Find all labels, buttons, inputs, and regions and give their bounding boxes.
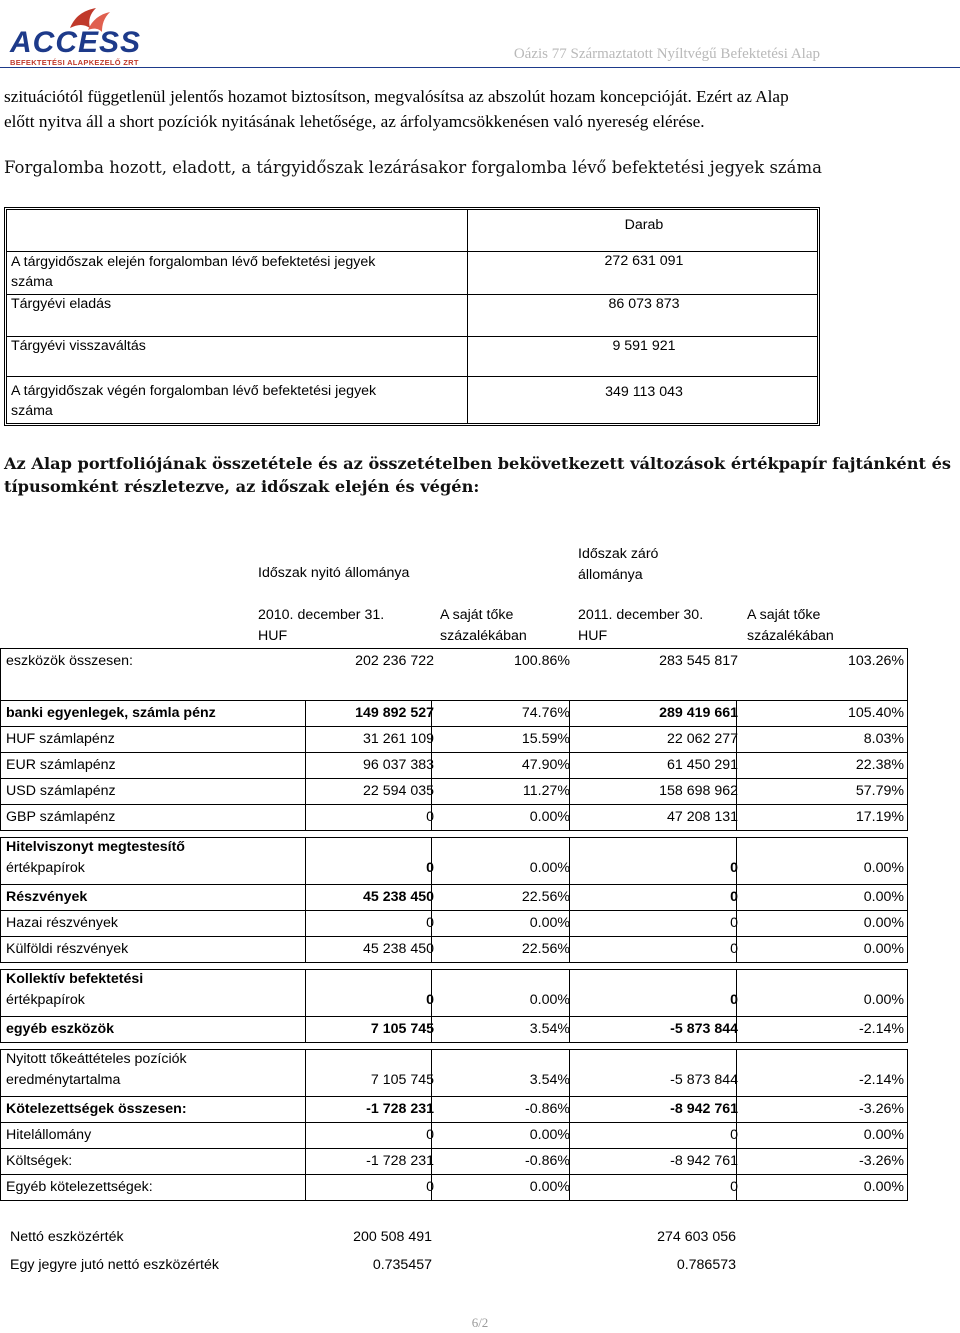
opening-value: 0 (426, 1179, 434, 1195)
paragraph-line: szituációtól függetlenül jelentős hozamot biztosítson, megvalósítsa az abszolút hozam koncepcióját. Ezért az Alap (4, 87, 789, 106)
table-row (0, 778, 908, 804)
opening-percent: 11.27% (522, 783, 570, 799)
closing-value: 0 (730, 860, 738, 876)
row-label: USD számlapénz (6, 783, 116, 799)
table-row (0, 1049, 908, 1096)
header-divider (0, 67, 960, 68)
row-label: eredménytartalma (6, 1072, 121, 1088)
nav-opening-value: 200 508 491 (353, 1229, 432, 1245)
closing-value: 289 419 661 (659, 705, 738, 721)
opening-percent: -0.86% (525, 1153, 570, 1169)
row-label: banki egyenlegek, számla pénz (6, 705, 216, 721)
closing-percent: 0.00% (863, 941, 904, 957)
column-header: Darab (624, 217, 664, 233)
table-row-value: 86 073 873 (608, 296, 680, 312)
closing-value: 0 (730, 889, 738, 905)
closing-percent: -2.14% (859, 1021, 904, 1037)
closing-percent: 0.00% (863, 1179, 904, 1195)
table-row-label: A tárgyidőszak elején forgalomban lévő befektetési jegyek száma (11, 254, 376, 290)
opening-header: Időszak nyitó állománya (258, 565, 410, 581)
opening-value: 202 236 722 (355, 653, 434, 669)
opening-value: 45 238 450 (362, 889, 434, 905)
closing-value: -5 873 844 (670, 1072, 738, 1088)
closing-value: 22 062 277 (666, 731, 738, 747)
row-label: Hitelállomány (6, 1127, 92, 1143)
row-label: Kötelezettségek összesen: (6, 1101, 187, 1117)
opening-percent: 100.86% (513, 653, 570, 669)
row-label: Hazai részvények (6, 915, 118, 931)
row-label: HUF számlapénz (6, 731, 115, 747)
opening-value: -1 728 231 (366, 1153, 434, 1169)
table-row (0, 648, 908, 674)
row-label: értékpapírok (6, 992, 85, 1008)
opening-value: 7 105 745 (370, 1072, 434, 1088)
opening-value: 45 238 450 (362, 941, 434, 957)
opening-percent: 0.00% (529, 992, 570, 1008)
closing-percent: -3.26% (859, 1153, 904, 1169)
page-header (0, 0, 960, 72)
table-row-label: Tárgyévi visszaváltás (11, 338, 146, 354)
opening-percent: 22.56% (521, 941, 570, 957)
row-label: Külföldi részvények (6, 941, 129, 957)
closing-value: -8 942 761 (670, 1101, 738, 1117)
nav-label: Nettó eszközérték (10, 1229, 124, 1245)
closing-value: 0 (730, 1179, 738, 1195)
closing-percent: 103.26% (847, 653, 904, 669)
closing-percent: 0.00% (863, 915, 904, 931)
table-row (0, 936, 908, 962)
opening-value: 31 261 109 (362, 731, 434, 747)
closing-value: 61 450 291 (666, 757, 738, 773)
row-label: Hitelviszonyt megtestesítő (6, 839, 185, 855)
table-row-label: A tárgyidőszak végén forgalomban lévő befektetési jegyek száma (11, 383, 377, 419)
opening-percent: 47.90% (521, 757, 570, 773)
table-row-value: 349 113 043 (605, 384, 683, 400)
closing-value: 0 (730, 992, 738, 1008)
closing-percent: 0.00% (863, 1127, 904, 1143)
closing-pct-header: A saját tőke százalékában (747, 607, 834, 644)
opening-percent: 74.76% (521, 705, 570, 721)
closing-percent: 105.40% (847, 705, 904, 721)
row-label: Egyéb kötelezettségek: (6, 1179, 153, 1195)
row-label: Költségek: (6, 1153, 73, 1169)
units-heading: Forgalomba hozott, eladott, a tárgyidőszak lezárásakor forgalomba lévő befektetési jegyek száma (4, 158, 822, 177)
table-row (0, 1096, 908, 1122)
closing-value: -8 942 761 (670, 1153, 738, 1169)
opening-value: 0 (426, 915, 434, 931)
opening-value: 96 037 383 (362, 757, 434, 773)
closing-percent: 17.19% (855, 809, 904, 825)
nav-per-unit-label: Egy jegyre jutó nettó eszközérték (10, 1257, 219, 1273)
row-label: EUR számlapénz (6, 757, 116, 773)
opening-percent: 0.00% (529, 809, 570, 825)
table-row-label: Tárgyévi eladás (11, 296, 112, 312)
closing-percent: 57.79% (855, 783, 904, 799)
opening-percent: 0.00% (529, 1179, 570, 1195)
opening-date-header: 2010. december 31. HUF (258, 607, 385, 644)
closing-value: 0 (730, 1127, 738, 1143)
opening-value: 22 594 035 (362, 783, 434, 799)
closing-value: 158 698 962 (659, 783, 738, 799)
closing-value: -5 873 844 (670, 1021, 738, 1037)
opening-value: -1 728 231 (366, 1101, 434, 1117)
table-row (0, 752, 908, 778)
closing-header: Időszak záró állománya (578, 546, 659, 583)
table-row (0, 884, 908, 910)
portfolio-heading: Az Alap portfoliójának összetétele és az összetételben bekövetkezett változások értékpapír fajtánként és típusomként részletezve, az időszak elején és végén: (4, 454, 952, 496)
opening-percent: 3.54% (529, 1021, 570, 1037)
table-row (0, 726, 908, 752)
nav-per-unit-opening: 0.735457 (372, 1257, 432, 1273)
closing-value: 0 (730, 915, 738, 931)
closing-value: 0 (730, 941, 738, 957)
opening-percent: 3.54% (529, 1072, 570, 1088)
nav-closing-value: 274 603 056 (657, 1229, 736, 1245)
table-row (0, 1016, 908, 1042)
closing-value: 47 208 131 (666, 809, 738, 825)
opening-value: 149 892 527 (355, 705, 434, 721)
row-label: Nyitott tőkeáttételes pozíciók (6, 1051, 187, 1067)
document-title: Oázis 77 Származtatott Nyíltvégű Befektetési Alap (513, 46, 820, 62)
opening-percent: 0.00% (529, 1127, 570, 1143)
opening-value: 0 (426, 1127, 434, 1143)
table-row (0, 910, 908, 936)
table-row (0, 1148, 908, 1174)
opening-percent: 15.59% (521, 731, 570, 747)
logo-subtitle: BEFEKTETÉSI ALAPKEZELŐ ZRT (10, 58, 139, 67)
table-row (0, 804, 908, 830)
table-row (0, 700, 908, 726)
company-logo (4, 4, 164, 66)
table-row (0, 1174, 908, 1200)
closing-percent: -3.26% (859, 1101, 904, 1117)
table-row (0, 837, 908, 884)
row-label: Részvények (6, 889, 88, 905)
row-label: GBP számlapénz (6, 809, 116, 825)
closing-percent: 0.00% (863, 860, 904, 876)
table-row (0, 1122, 908, 1148)
opening-value: 7 105 745 (370, 1021, 434, 1037)
table-row-value: 9 591 921 (612, 338, 676, 354)
row-label: értékpapírok (6, 860, 85, 876)
table-row-value: 272 631 091 (604, 253, 684, 269)
logo-wordmark: ACCESS (10, 26, 142, 59)
row-label: eszközök összesen: (6, 653, 133, 669)
opening-percent: 22.56% (521, 889, 570, 905)
row-label: Kollektív befektetési (6, 971, 144, 987)
opening-value: 0 (426, 992, 434, 1008)
closing-date-header: 2011. december 30. HUF (578, 607, 704, 644)
closing-percent: 0.00% (863, 992, 904, 1008)
nav-per-unit-closing: 0.786573 (676, 1257, 736, 1273)
opening-percent: 0.00% (529, 860, 570, 876)
intro-paragraph (4, 84, 960, 134)
closing-percent: 22.38% (855, 757, 904, 773)
closing-value: 283 545 817 (659, 653, 738, 669)
opening-percent: 0.00% (529, 915, 570, 931)
page-number: 6/2 (471, 1315, 489, 1330)
row-label: egyéb eszközök (6, 1021, 115, 1037)
closing-percent: 8.03% (863, 731, 904, 747)
opening-value: 0 (426, 809, 434, 825)
opening-percent: -0.86% (525, 1101, 570, 1117)
opening-value: 0 (426, 860, 434, 876)
opening-pct-header: A saját tőke százalékában (440, 607, 527, 644)
closing-percent: -2.14% (859, 1072, 904, 1088)
units-table (4, 207, 820, 426)
closing-percent: 0.00% (863, 889, 904, 905)
table-row (0, 969, 908, 1016)
paragraph-line: előtt nyitva áll a short pozíciók nyitásának lehetősége, az árfolyamcsökkenésen való nyereség elérése. (4, 112, 705, 131)
